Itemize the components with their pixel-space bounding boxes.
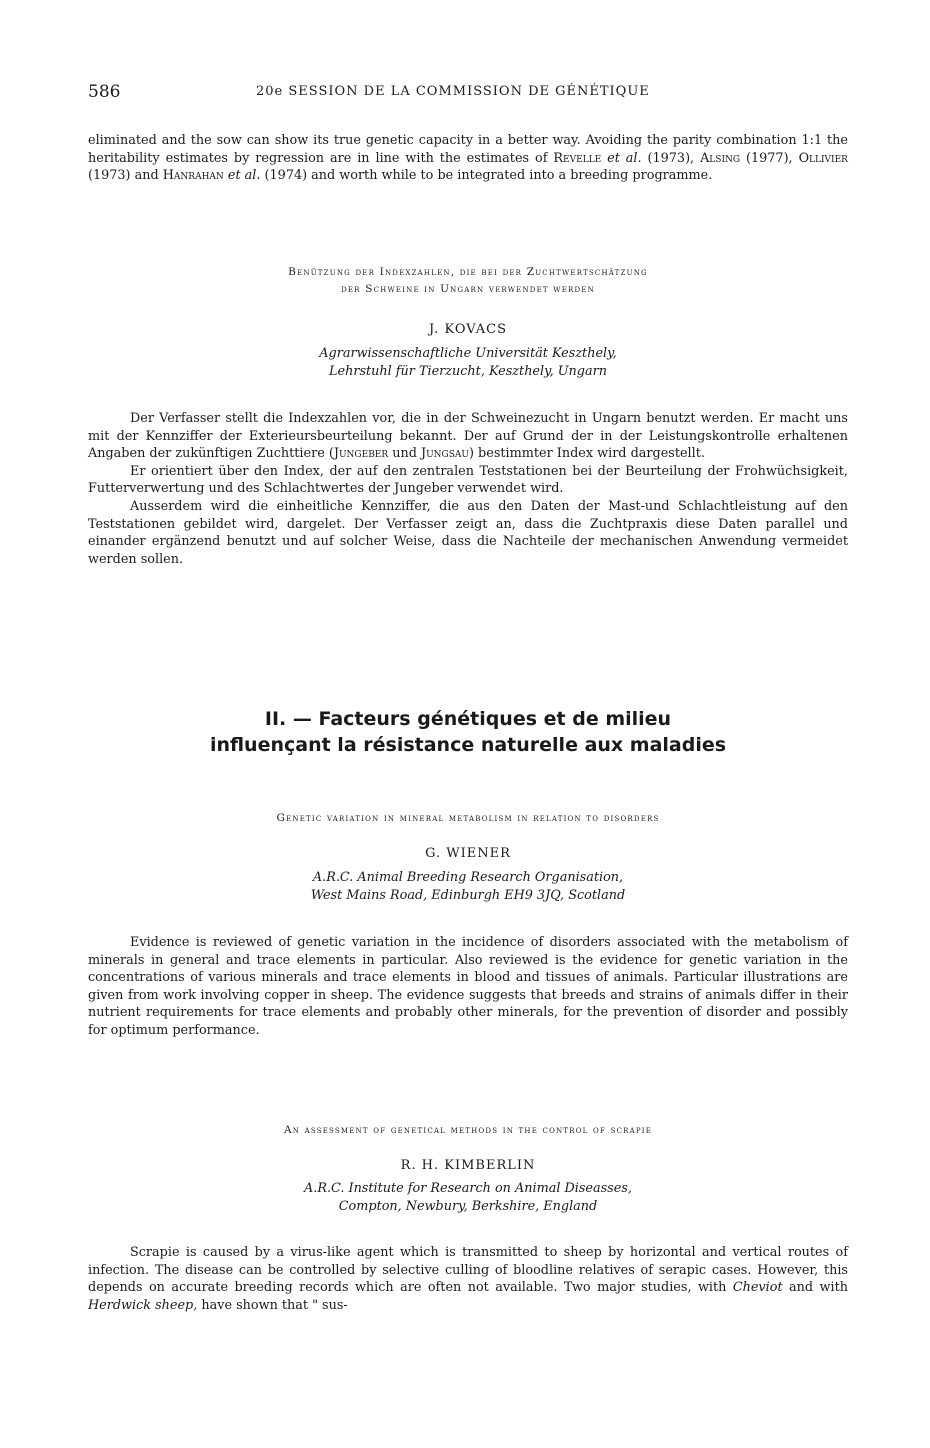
section-heading-line: II. — Facteurs génétiques et de milieu [264,708,672,730]
ref-ollivier: Ollivier [798,150,848,166]
affiliation-line: Compton, Newbury, Berkshire, England [338,1199,598,1214]
ref-hanrahan: Hanrahan [162,168,224,184]
ref-et-al: et al. [227,168,261,184]
affiliation-wiener [88,869,848,905]
intro-text [88,132,848,185]
abstract-text: have shown that " sus- [197,1297,348,1313]
running-title: 20e SESSION DE LA COMMISSION DE GÉNÉTIQUE [256,84,650,99]
abstract-paragraph [88,1244,848,1314]
affiliation-kimberlin [88,1180,848,1216]
affiliation-line: A.R.C. Institute for Research on Animal Diseasses, [304,1181,632,1196]
affiliation-line: Agrarwissenschaftliche Universität Keszthely, [319,346,617,361]
abstract-text: Der Verfasser stellt die Indexzahlen vor, die in der Schweinezucht in Ungarn benutzt werden. Er macht uns mit der Kennziffer der Exterieursbeurteilung bekannt. Der auf Grund der in der Leistungskontrolle erhaltenen Angaben der zukünftigen Zuchttiere ( [88,411,848,462]
abstract-kimberlin [88,1244,848,1314]
term-jungeber: Jungeber [333,446,389,462]
abstract-text: and with [782,1280,848,1296]
author-wiener: G. WIENER [425,846,511,861]
affiliation-kovacs [88,345,848,381]
article-kimberlin-title: An assessment of genetical methods in the control of scrapie [283,1124,653,1136]
term-herdwick: Herdwick sheep, [88,1297,198,1313]
author-kimberlin: R. H. KIMBERLIN [400,1158,536,1173]
intro-text-part: (1974) and worth while to be integrated into a breeding programme. [260,168,713,184]
title-line: Benützung der Indexzahlen, die bei der Zuchtwertschätzung [288,266,648,278]
abstract-paragraph: Er orientiert über den Index, der auf den zentralen Teststationen bei der Beurteilung der Frohwüchsigkeit, Futterverwertung und des Schlachtwertes der Jungeber verwendet wird. [88,463,848,497]
intro-paragraph [88,132,848,185]
intro-text-part: eliminated and the sow can show its true genetic capacity in a better way. Avoiding the parity combination 1:1 the heritability estimates by regression are in line with the estimates of [88,133,848,166]
intro-text-part: (1973), [641,150,701,166]
author-kovacs: J. KOVACS [428,322,507,337]
affiliation-line: A.R.C. Animal Breeding Research Organisation, [312,870,624,885]
section-heading-line: influençant la résistance naturelle aux maladies [209,734,727,756]
abstract-text: Scrapie is caused by a virus-like agent which is transmitted to sheep by horizontal and vertical routes of infection. The disease can be controlled by selective culling of bloodline relatives of serapic cases. However, this depends on accurate breeding records which are often not available. Two major studies, with [88,1245,848,1296]
affiliation-line: West Mains Road, Edinburgh EH9 3JQ, Scotland [310,888,626,903]
ref-alsing: Alsing [700,150,741,166]
term-cheviot: Cheviot [732,1280,783,1296]
abstract-paragraph: Evidence is reviewed of genetic variation in the incidence of disorders associated with the metabolism of minerals in general and trace elements in particular. Also reviewed is the evidence for genetic variation in the concentrations of various minerals and trace elements in blood and tissues of animals. Particular illustrations are given from work involving copper in sheep. The evidence suggests that breeds and strains of animals differ in their nutrient requirements for trace elements and probably other minerals, for the prevention of disorder and possibly for optimum performance. [88,935,848,1038]
abstract-paragraph [88,410,848,463]
intro-text-part: (1977), [740,150,799,166]
intro-text-part: (1973) and [88,168,163,184]
page-number: 586 [88,82,121,102]
page-header [88,82,848,106]
article-wiener-title: Genetic variation in mineral metabolism in relation to disorders [276,812,660,824]
title-line: der Schweine in Ungarn verwendet werden [341,283,595,295]
abstract-text: ) bestimmter Index wird dargestellt. [469,446,705,462]
ref-revelle: Revelle [553,150,602,166]
affiliation-line: Lehrstuhl für Tierzucht, Keszthely, Ungarn [329,364,607,379]
abstract-wiener [88,934,848,1040]
ref-et-al: et al. [607,150,642,166]
abstract-text: und [388,446,421,462]
section-heading [88,706,848,758]
abstract-kovacs [88,410,848,568]
article-kovacs-title [88,264,848,298]
abstract-paragraph: Ausserdem wird die einheitliche Kennziffer, die aus den Daten der Mast-und Schlachtleistung auf den Teststationen gebildet wird, dargelet. Der Verfasser zeigt an, dass die Zuchtpraxis diese Daten parallel und einander ergänzend benutzt und auf solcher Weise, dass die Nachteile der mechanischen Anwendung vermeidet werden sollen. [88,498,848,567]
term-jungsau: Jungsau [420,446,469,462]
